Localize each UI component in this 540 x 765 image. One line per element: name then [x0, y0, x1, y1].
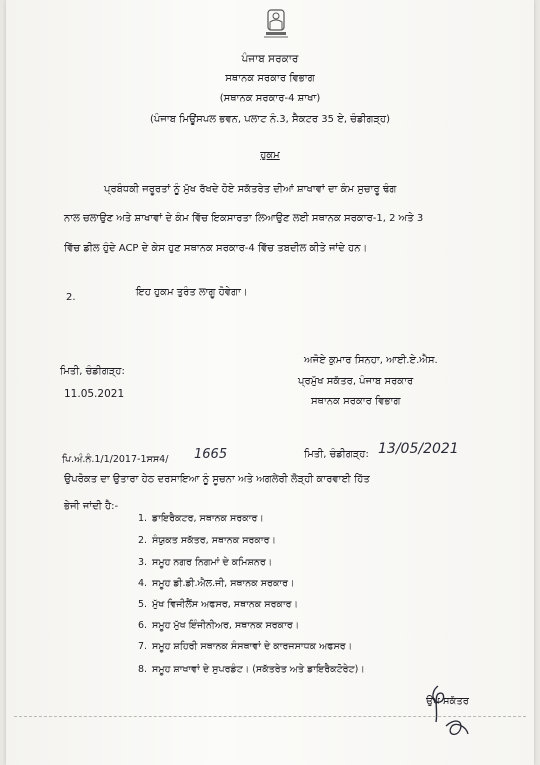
- recipient-item: [138, 664, 365, 675]
- recipient-number: 7.: [138, 641, 148, 652]
- recipient-text: ਸਮੂਹ ਮੁੱਖ ਇੰਜੀਨੀਅਰ, ਸਥਾਨਕ ਸਰਕਾਰ।: [152, 620, 300, 631]
- para2-text: ਇਹ ਹੁਕਮ ਤੁਰੰਤ ਲਾਗੂ ਹੋਵੇਗਾ।: [136, 287, 248, 298]
- recipient-number: 4.: [138, 578, 148, 589]
- recipient-item: [138, 578, 294, 589]
- recipient-number: 5.: [138, 599, 148, 610]
- endorsement-intro-line2: ਭੇਜੀ ਜਾਂਦੀ ਹੈ:-: [64, 501, 119, 512]
- order-date-value: 11.05.2021: [64, 388, 125, 400]
- recipient-text: ਸਮੂਹ ਡੀ.ਡੀ.ਐਲ.ਜੀ, ਸਥਾਨਕ ਸਰਕਾਰ।: [152, 578, 295, 589]
- header-line-2: ਸਥਾਨਕ ਸਰਕਾਰ ਵਿਭਾਗ: [225, 73, 315, 84]
- para1-line2: ਨਾਲ ਚਲਾਉਣ ਅਤੇ ਸ਼ਾਖਾਵਾਂ ਦੇ ਕੰਮ ਵਿੱਚ ਇਕਸਾਰਤਾ ਲਿਆਉਣ ਲਈ ਸਥਾਨਕ ਸਰਕਾਰ-1, 2 ਅਤੇ 3: [64, 213, 424, 224]
- recipient-text: ਸਮੂਹ ਨਗਰ ਨਿਗਮਾਂ ਦੇ ਕਮਿਸ਼ਨਰ।: [152, 557, 273, 568]
- recipient-text: ਡਾਇਰੈਕਟਰ, ਸਥਾਨਕ ਸਰਕਾਰ।: [152, 513, 264, 524]
- order-date-label: ਮਿਤੀ, ਚੰਡੀਗੜ੍ਹ:: [60, 366, 125, 377]
- endorsement-date-value: 13/05/2021: [378, 441, 459, 457]
- para1-line3: ਵਿੱਚ ਡੀਲ ਹੁੰਦੇ ACP ਦੇ ਕੇਸ ਹੁਣ ਸਥਾਨਕ ਸਰਕਾਰ-4 ਵਿੱਚ ਤਬਦੀਲ ਕੀਤੇ ਜਾਂਦੇ ਹਨ।: [64, 243, 368, 254]
- recipient-number: 1.: [138, 513, 148, 524]
- header-line-3: (ਸਥਾਨਕ ਸਰਕਾਰ-4 ਸ਼ਾਖਾ): [219, 93, 321, 104]
- recipient-item: [138, 599, 298, 610]
- endorsement-intro-line1: ਉਪਰੋਕਤ ਦਾ ਉਤਾਰਾ ਹੇਠ ਦਰਸਾਇਆ ਨੂੰ ਸੂਚਨਾ ਅਤੇ ਅਗਲੇਰੀ ਲੋੜ੍ਹੀ ਕਾਰਵਾਈ ਹਿੱਤ: [64, 474, 370, 485]
- sign-off-designation: ਉਪ ਸਕੱਤਰ: [426, 696, 469, 707]
- recipient-number: 6.: [138, 620, 148, 631]
- signatory-name: ਅਜੋਏ ਕੁਮਾਰ ਸਿਨਹਾ, ਆਈ.ਏ.ਐਸ.: [304, 355, 438, 366]
- recipient-number: 2.: [138, 535, 148, 546]
- recipient-text: ਸੰਯੁਕਤ ਸਕੱਤਰ, ਸਥਾਨਕ ਸਰਕਾਰ।: [152, 535, 276, 546]
- recipient-item: [138, 620, 299, 631]
- endorsement-ref-number: 1665: [194, 447, 228, 462]
- document-page: [6, 0, 534, 765]
- endorsement-ref-label: ਪਿ.ਅੰ.ਨੰ.1/1/2017-1ਸਸ4/: [62, 454, 169, 465]
- recipient-number: 8.: [138, 664, 148, 675]
- government-emblem: [256, 6, 296, 40]
- page-footer-rule: [14, 716, 526, 717]
- recipient-item: [138, 641, 352, 652]
- para1-line1: ਪ੍ਰਬੰਧਕੀ ਜਰੂਰਤਾਂ ਨੂੰ ਮੁੱਖ ਰੱਖਦੇ ਹੋਏ ਸਕੱਤਰੇਤ ਦੀਆਂ ਸ਼ਾਖਾਵਾਂ ਦਾ ਕੰਮ ਸੁਚਾਰੂ ਢੰਗ: [104, 184, 397, 195]
- recipient-item: [138, 535, 276, 546]
- recipient-text: ਸਮੂਹ ਸ਼ਾਖਾਵਾਂ ਦੇ ਸੁਪਰਡੰਟ। (ਸਕੱਤਰੇਤ ਅਤੇ ਡਾਇਰੈਕਟੋਰੇਟ)।: [152, 664, 365, 675]
- endorsement-date-label: ਮਿਤੀ, ਚੰਡੀਗੜ੍ਹ:: [304, 449, 369, 460]
- recipient-text: ਸਮੂਹ ਸ਼ਹਿਰੀ ਸਥਾਨਕ ਸੰਸਥਾਵਾਂ ਦੇ ਕਾਰਜਸਾਧਕ ਅਫਸਰ।: [152, 641, 353, 652]
- header-line-1: ਪੰਜਾਬ ਸਰਕਾਰ: [241, 53, 299, 65]
- handwritten-signature: [416, 682, 476, 742]
- recipient-item: [138, 557, 272, 568]
- order-title: ਹੁਕਮ: [260, 150, 280, 161]
- recipient-text: ਮੁੱਖ ਵਿਜੀਲੈਂਸ ਅਫਸਰ, ਸਥਾਨਕ ਸਰਕਾਰ।: [152, 599, 298, 610]
- para2-number: 2.: [66, 292, 76, 303]
- signatory-designation: ਪ੍ਰਮੁੱਖ ਸਕੱਤਰ, ਪੰਜਾਬ ਸਰਕਾਰ: [298, 376, 414, 387]
- header-line-4: (ਪੰਜਾਬ ਮਿਊਂਸਪਲ ਭਵਨ, ਪਲਾਟ ਨੰ.3, ਸੈਕਟਰ 35 ਏ, ਚੰਡੀਗੜ੍ਹ): [149, 114, 390, 125]
- recipient-item: [138, 513, 264, 524]
- recipient-number: 3.: [138, 557, 148, 568]
- signatory-department: ਸਥਾਨਕ ਸਰਕਾਰ ਵਿਭਾਗ: [311, 396, 401, 407]
